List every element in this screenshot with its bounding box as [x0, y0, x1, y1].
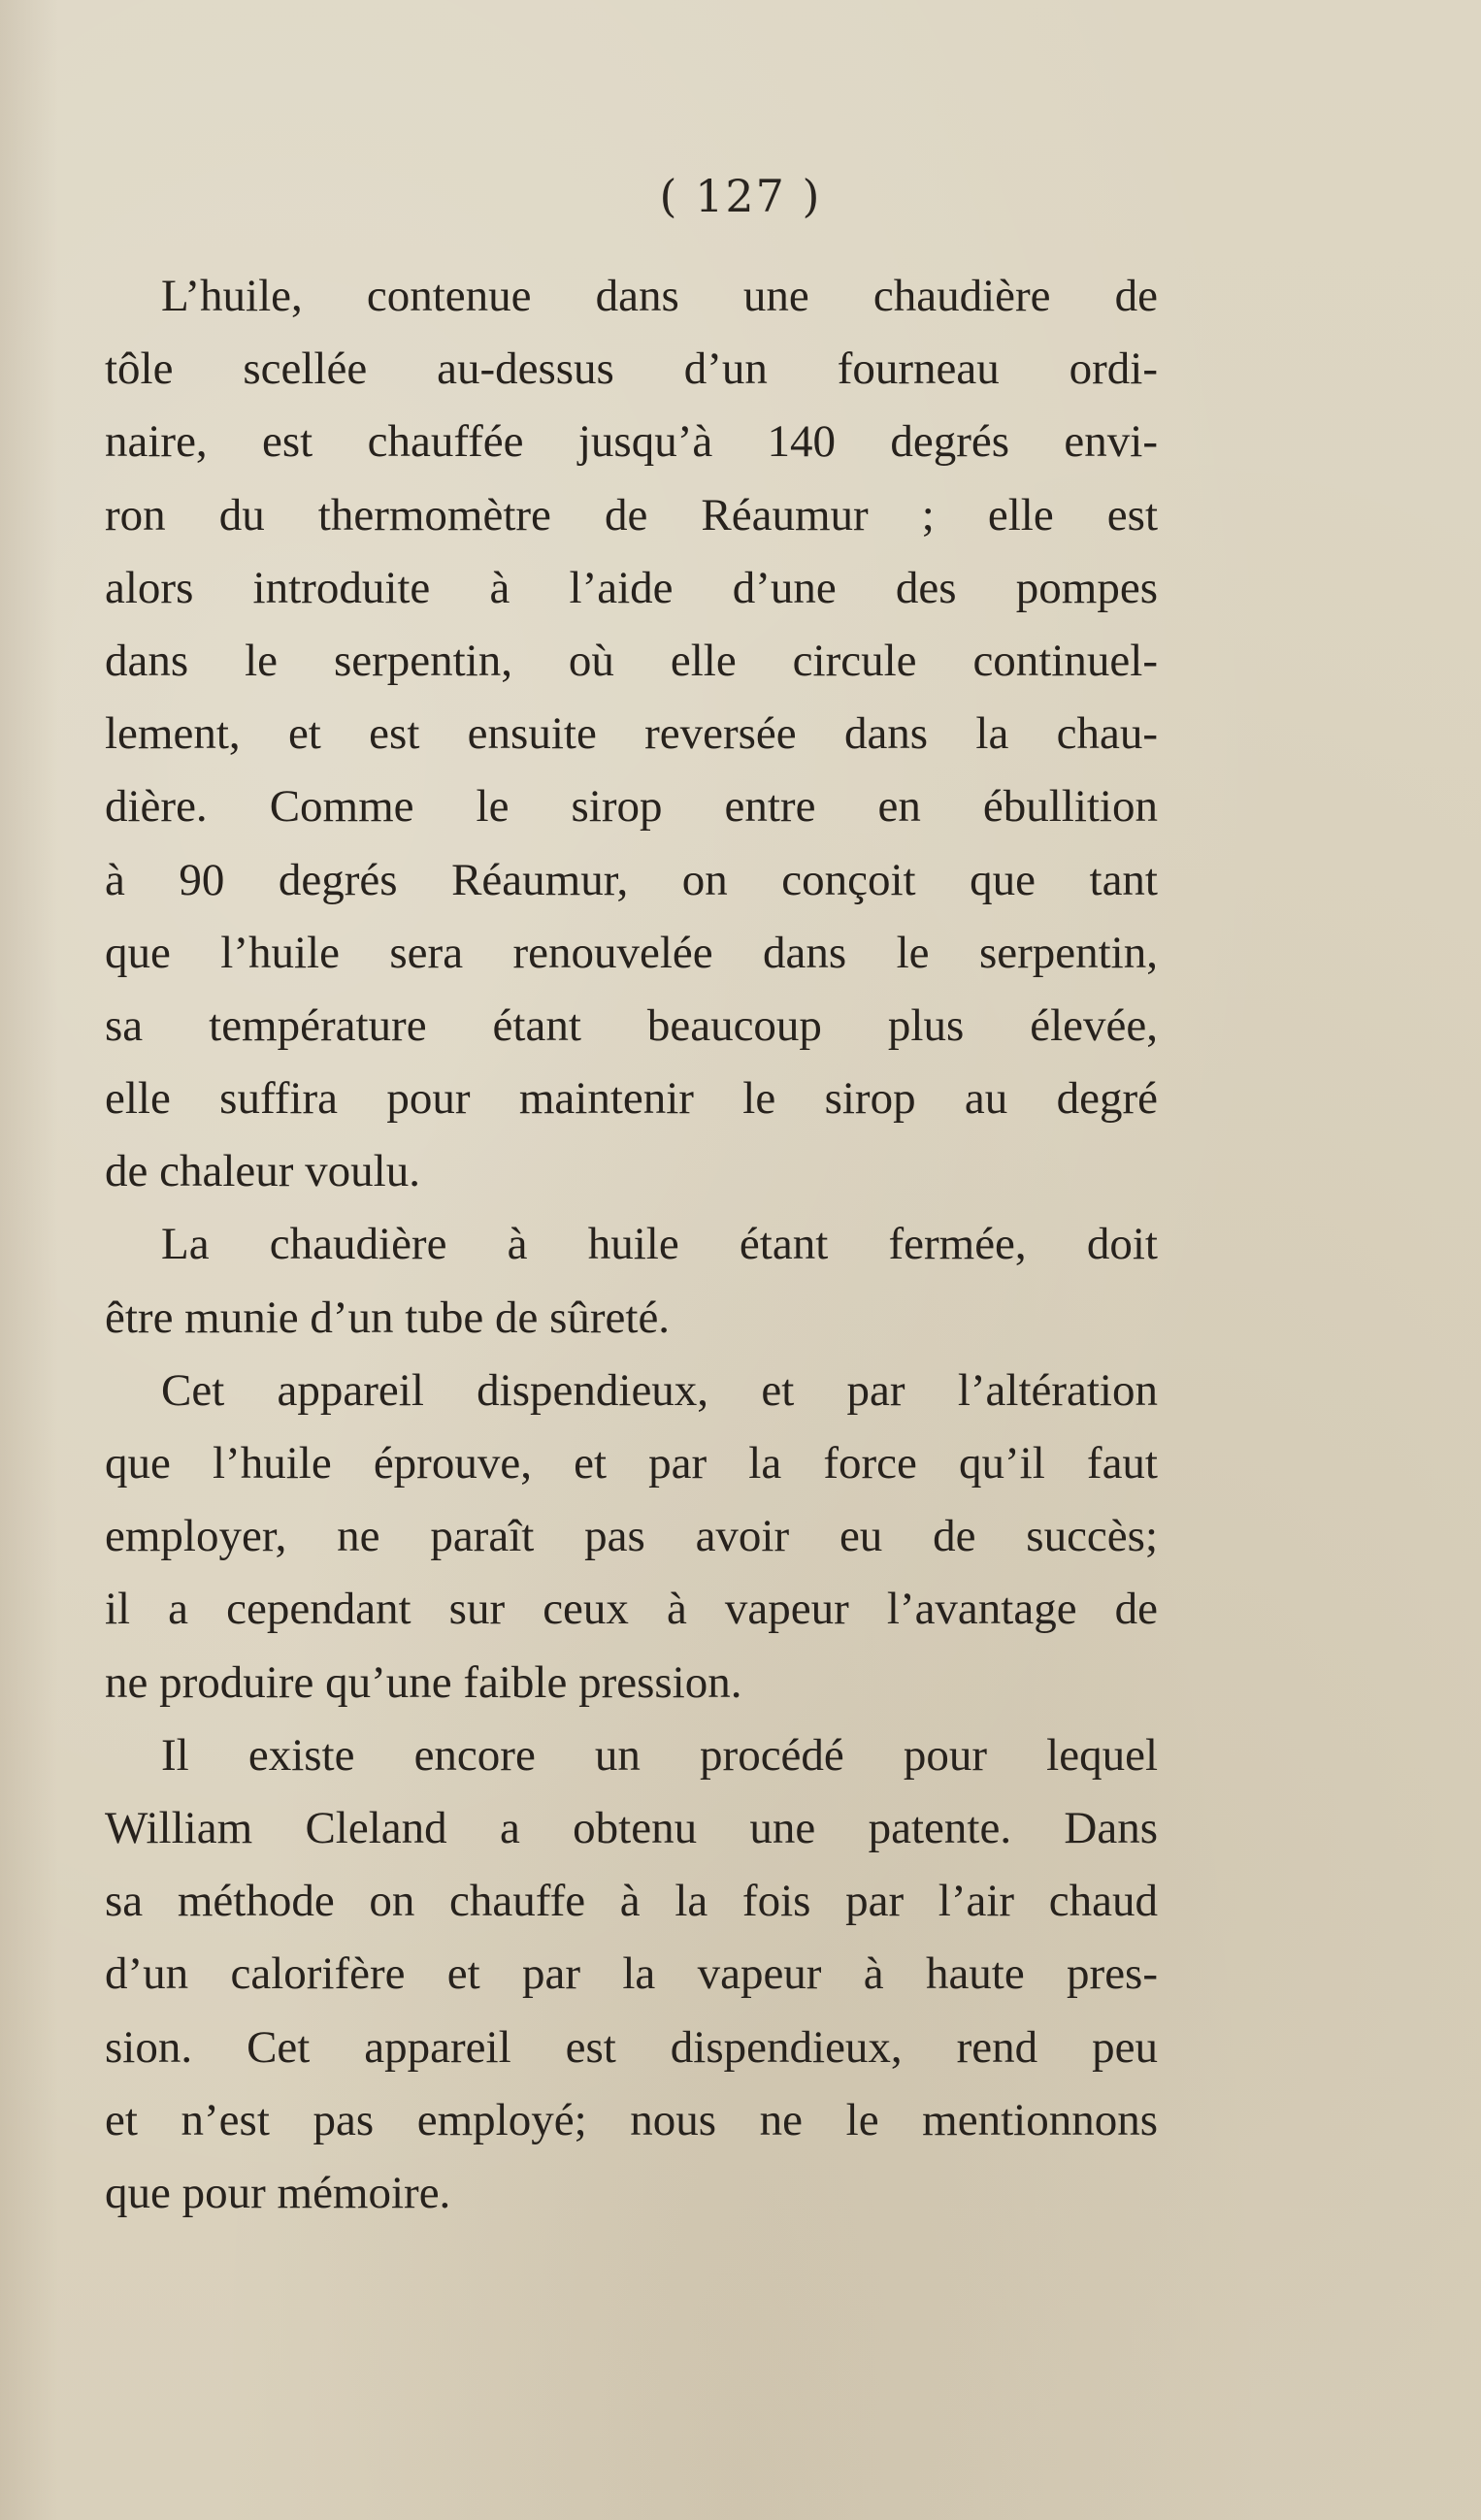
text-line: que l’huile éprouve, et par la force qu’il faut — [105, 1438, 1158, 1489]
text-line: William Cleland a obtenu une patente. Dans — [105, 1802, 1158, 1853]
text-line: La chaudière à huile étant fermée, doit — [161, 1219, 1158, 1270]
text-line: ne produire qu’une faible pression. — [105, 1656, 742, 1708]
text-line: et n’est pas employé; nous ne le mentionnons — [105, 2094, 1158, 2145]
text-line: L’huile, contenue dans une chaudière de — [161, 271, 1158, 321]
text-line: que pour mémoire. — [105, 2167, 451, 2218]
text-line: naire, est chauffée jusqu’à 140 degrés envi- — [105, 416, 1158, 468]
text-line: Cet appareil dispendieux, et par l’altération — [161, 1364, 1158, 1416]
text-line: que l’huile sera renouvelée dans le serpentin, — [105, 927, 1158, 978]
text-line: sa méthode on chauffe à la fois par l’air chaud — [105, 1876, 1158, 1927]
text-line: sion. Cet appareil est dispendieux, rend peu — [105, 2021, 1158, 2073]
text-line: à 90 degrés Réaumur, on conçoit que tant — [105, 854, 1158, 905]
text-line: tôle scellée au-dessus d’un fourneau ordi- — [105, 344, 1158, 395]
text-line: alors introduite à l’aide d’une des pompes — [105, 562, 1158, 613]
page-number: ( 127 ) — [659, 170, 822, 222]
text-line: dière. Comme le sirop entre en ébullition — [105, 781, 1158, 833]
text-line: ron du thermomètre de Réaumur ; elle est — [105, 489, 1158, 540]
page-edge-shadow — [0, 0, 58, 2520]
text-line: être munie d’un tube de sûreté. — [105, 1292, 671, 1343]
text-line: de chaleur voulu. — [105, 1146, 420, 1197]
body-text — [105, 260, 1158, 2230]
text-line: Il existe encore un procédé pour lequel — [161, 1729, 1158, 1781]
text-line: dans le serpentin, où elle circule continuel- — [105, 635, 1158, 686]
text-line: sa température étant beaucoup plus élevée, — [105, 999, 1158, 1051]
text-line: d’un calorifère et par la vapeur à haute pres- — [105, 1948, 1158, 2000]
text-line: lement, et est ensuite reversée dans la chau- — [105, 708, 1158, 760]
text-line: il a cependant sur ceux à vapeur l’avantage de — [105, 1584, 1158, 1635]
text-line: employer, ne paraît pas avoir eu de succès; — [105, 1511, 1158, 1562]
text-line: elle suffira pour maintenir le sirop au degré — [105, 1073, 1158, 1125]
